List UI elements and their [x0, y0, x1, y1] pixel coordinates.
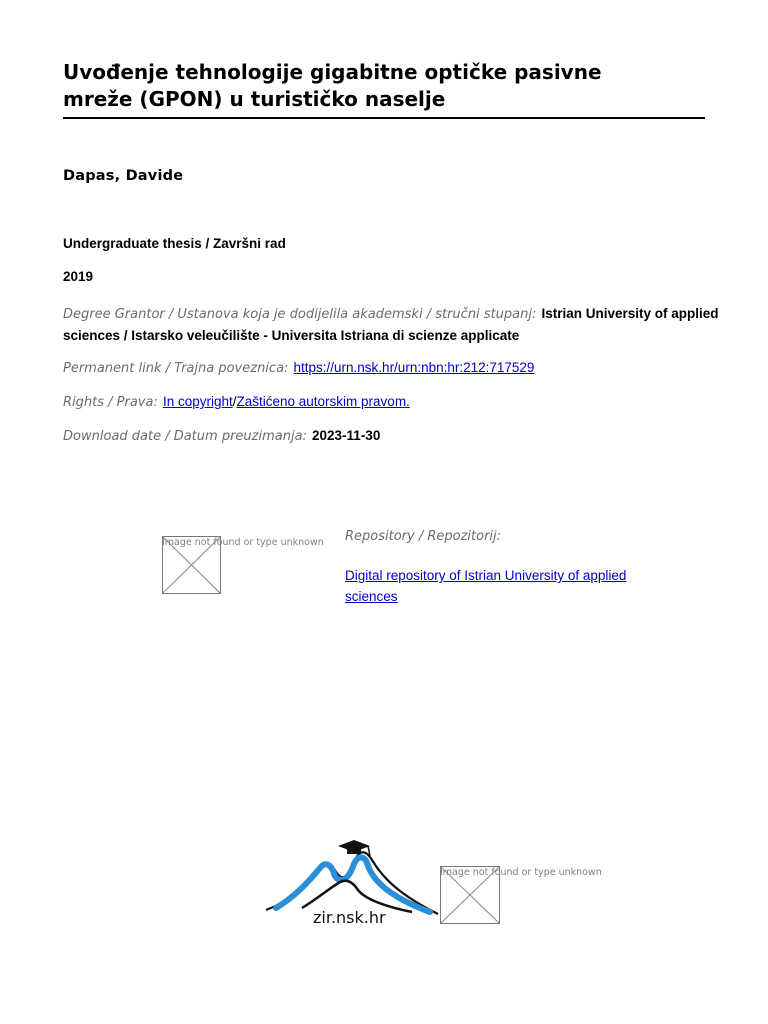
download-date-label: Download date / Datum preuzimanja:	[63, 429, 307, 444]
repository-link-container	[345, 565, 665, 607]
degree-grantor-label: Degree Grantor / Ustanova koja je dodijelila akademski / stručni stupanj:	[63, 307, 537, 322]
zir-logo-text: zir.nsk.hr	[313, 908, 386, 927]
rights	[63, 391, 410, 410]
partner-logo-missing-text: Image not found or type unknown	[440, 867, 602, 878]
degree-grantor-value: Istrian University of applied sciences / Istarsko veleučilište - Universita Istriana di scienze applicate	[63, 306, 719, 343]
rights-in-copyright-link[interactable]: In copyright	[162, 394, 233, 409]
rights-zasticeno-link[interactable]: Zaštićeno autorskim pravom.	[236, 394, 410, 409]
institution-logo-missing-text: Image not found or type unknown	[162, 537, 324, 548]
download-date-value: 2023-11-30	[312, 428, 381, 443]
permanent-link	[63, 357, 534, 376]
mountain-graduation-cap-icon	[262, 838, 442, 918]
rights-label: Rights / Prava:	[63, 395, 158, 410]
permanent-link-label: Permanent link / Trajna poveznica:	[63, 361, 289, 376]
repository-link[interactable]: Digital repository of Istrian University of applied sciences	[345, 568, 627, 604]
thesis-type: Undergraduate thesis / Završni rad	[63, 236, 286, 251]
degree-grantor	[63, 303, 743, 346]
rights-separator: /	[232, 394, 237, 409]
download-date	[63, 425, 380, 444]
permanent-link-url[interactable]: https://urn.nsk.hr/urn:nbn:hr:212:717529	[293, 360, 535, 375]
author: Dapas, Davide	[63, 168, 184, 184]
repository-label: Repository / Repozitorij:	[345, 529, 502, 544]
year: 2019	[63, 269, 94, 284]
title-divider	[63, 117, 705, 119]
document-title: Uvođenje tehnologije gigabitne optičke pasivne mreže (GPON) u turističko naselje	[63, 60, 602, 111]
